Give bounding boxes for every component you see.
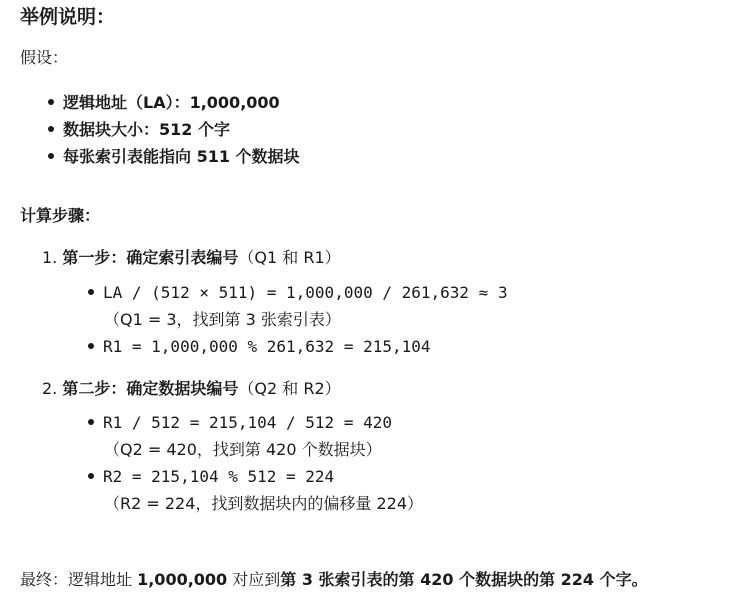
bullet-dot-icon	[48, 99, 54, 105]
bullet-dot-icon	[88, 289, 94, 295]
formula-item: R2 = 215,104 % 512 = 224	[88, 465, 334, 489]
formula-note: （R2 = 224，找到数据块内的偏移量 224）	[104, 494, 424, 513]
bullet-dot-icon	[88, 343, 94, 349]
bullet-dot-icon	[88, 473, 94, 479]
formula-note: （Q2 = 420，找到第 420 个数据块）	[104, 440, 382, 459]
bullet-dot-icon	[88, 419, 94, 425]
assumption-item: 数据块大小：512 个字	[48, 118, 230, 142]
bullet-dot-icon	[48, 153, 54, 159]
formula-item: LA / (512 × 511) = 1,000,000 / 261,632 ≈ 3	[88, 281, 508, 305]
step-title: 1. 第一步：确定索引表编号（Q1 和 R1）	[42, 248, 341, 267]
formula-item: R1 / 512 = 215,104 / 512 = 420	[88, 411, 392, 435]
assume-label: 假设：	[20, 48, 69, 67]
step-title: 2. 第二步：确定数据块编号（Q2 和 R2）	[42, 379, 341, 398]
formula-note: （Q1 = 3，找到第 3 张索引表）	[104, 310, 341, 329]
final-conclusion: 最终：逻辑地址 1,000,000 对应到第 3 张索引表的第 420 个数据块的第 224 个字。	[20, 570, 648, 589]
assumption-item: 逻辑地址（LA）：1,000,000	[48, 91, 280, 115]
bullet-dot-icon	[48, 126, 54, 132]
page-title: 举例说明：	[20, 6, 116, 28]
formula-item: R1 = 1,000,000 % 261,632 = 215,104	[88, 335, 431, 359]
assumption-item: 每张索引表能指向 511 个数据块	[48, 145, 300, 169]
calc-label: 计算步骤：	[20, 206, 101, 225]
